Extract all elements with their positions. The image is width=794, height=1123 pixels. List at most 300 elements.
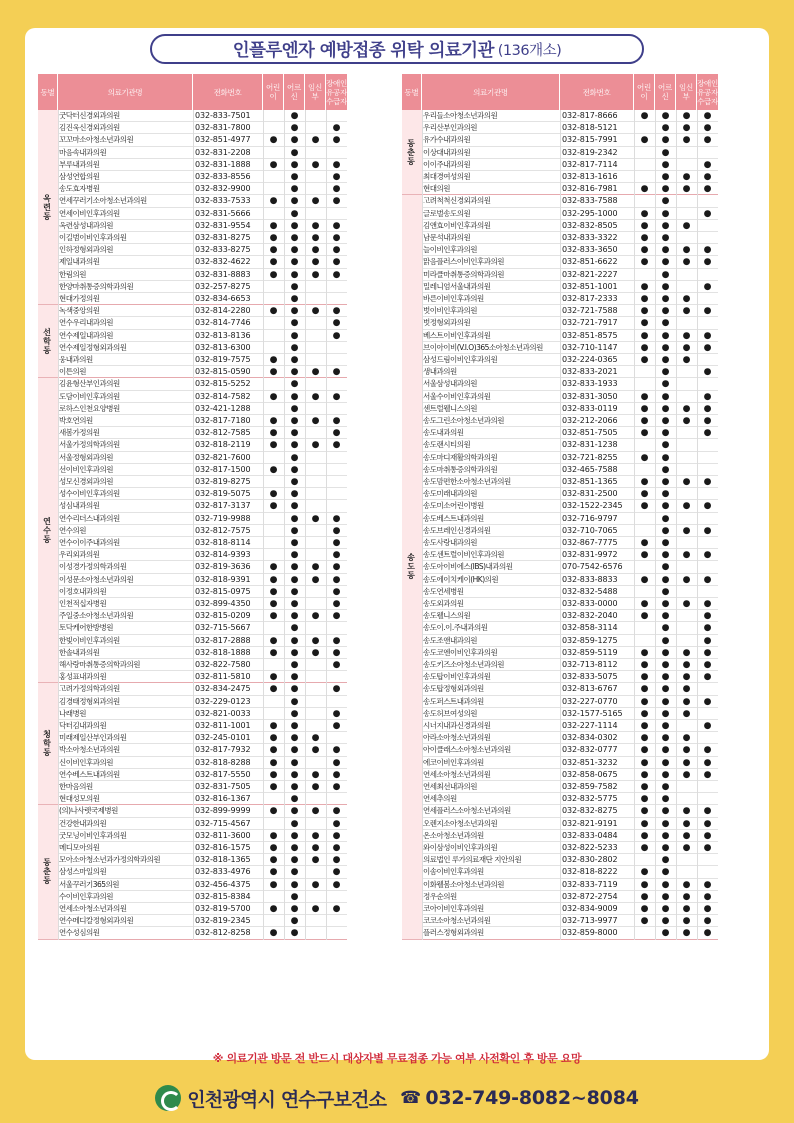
child-mark: ●: [640, 757, 649, 768]
table-row: [422, 635, 718, 647]
child-mark: ●: [640, 599, 649, 609]
facility-phone: 032-851-1001: [562, 281, 618, 291]
child-mark: ●: [640, 806, 649, 817]
adult-mark: ●: [290, 403, 299, 414]
facility-name: 건강한내과의원: [59, 818, 107, 828]
facility-name: 송도외과의원: [423, 599, 464, 608]
pregnant-mark: [676, 720, 697, 732]
child-mark: ●: [640, 708, 649, 719]
adult-mark: ●: [290, 416, 299, 426]
adult-mark: ●: [661, 891, 670, 902]
special-mark: ●: [332, 318, 341, 329]
district-label: 송도동: [406, 553, 416, 581]
facility-name: 늘이비인후과의원: [423, 245, 477, 255]
facility-name: 연수의원: [59, 525, 86, 535]
adult-mark: ●: [661, 623, 670, 634]
facility-name: 인천적십자병원: [59, 599, 107, 608]
pregnant-mark: [305, 757, 326, 769]
facility-name: 꼬꼬마소아청소년과의원: [59, 135, 134, 145]
facility-name: 이정호내과의원: [59, 586, 107, 596]
adult-mark: ●: [661, 757, 670, 768]
facility-phone: 032-818-9391: [195, 574, 251, 584]
pregnant-mark: [676, 208, 697, 220]
adult-mark: ●: [661, 916, 670, 927]
special-mark: ●: [703, 501, 712, 512]
facility-phone: 032-818-8222: [562, 867, 618, 877]
facility-phone: 032-713-8112: [562, 660, 618, 669]
facility-phone: 032-295-1000: [562, 208, 618, 218]
adult-mark: ●: [290, 318, 299, 329]
facility-name: 성심내과의원: [59, 501, 100, 511]
facility-phone: 032-859-8000: [562, 928, 618, 938]
facility-name: 이상대내과의원: [423, 147, 471, 157]
facility-name: 현대성모의원: [59, 794, 100, 804]
child-mark: ●: [269, 782, 278, 792]
header-child: 어린이: [263, 74, 284, 110]
pregnant-mark: [676, 269, 697, 281]
facility-name: 새봄가정의원: [59, 428, 100, 438]
phone-icon: ☎: [400, 1088, 422, 1108]
pregnant-mark: ●: [311, 245, 320, 256]
child-mark: [263, 403, 284, 415]
pregnant-mark: ●: [311, 745, 320, 756]
adult-mark: ●: [290, 928, 299, 939]
facility-phone: 032-710-7065: [562, 525, 618, 535]
child-mark: ●: [640, 294, 649, 304]
district-label: 청학동: [42, 730, 52, 758]
facility-name: 연수우리내과의원: [59, 318, 113, 328]
pregnant-mark: ●: [682, 733, 691, 744]
special-mark: ●: [703, 611, 712, 622]
facility-phone: 032-831-1888: [195, 159, 251, 169]
special-mark: ●: [332, 172, 341, 182]
adult-mark: ●: [290, 684, 299, 695]
special-mark: ●: [332, 257, 341, 268]
pregnant-mark: ●: [682, 830, 691, 841]
child-mark: ●: [640, 538, 649, 548]
adult-mark: ●: [661, 135, 670, 146]
facility-name: (의)나사렛국제병원: [59, 806, 118, 816]
facility-name: 마음속내과의원: [59, 147, 107, 157]
facility-phone: 032-819-2345: [195, 916, 251, 926]
facility-name: 토닥케어한방병원: [59, 623, 113, 633]
adult-mark: ●: [661, 245, 670, 256]
special-mark: ●: [332, 233, 341, 243]
pregnant-mark: ●: [682, 574, 691, 585]
district-label: 옥련동: [42, 193, 52, 221]
child-mark: [263, 171, 284, 183]
special-mark: ●: [703, 111, 712, 121]
facility-name: 우리들소아청소년과의원: [423, 111, 498, 120]
pregnant-mark: [305, 586, 326, 598]
special-mark: [326, 452, 347, 464]
facility-phone: 032-716-9797: [562, 513, 618, 523]
table-row: [422, 818, 718, 830]
child-mark: ●: [269, 464, 278, 475]
child-mark: ●: [269, 769, 278, 780]
adult-mark: ●: [290, 599, 299, 609]
child-mark: [634, 464, 655, 476]
child-mark: ●: [269, 757, 278, 768]
adult-mark: ●: [661, 733, 670, 744]
pregnant-mark: [305, 171, 326, 183]
special-mark: ●: [332, 159, 341, 170]
facility-phone: 032-819-8275: [195, 477, 251, 486]
table-row: [422, 415, 718, 427]
adult-mark: ●: [661, 403, 670, 414]
adult-mark: ●: [290, 294, 299, 304]
special-mark: ●: [703, 757, 712, 768]
table-row: [422, 561, 718, 573]
facility-name: 벗이비인후과의원: [423, 306, 477, 316]
adult-mark: ●: [661, 599, 670, 609]
child-mark: [634, 171, 655, 183]
facility-phone: 032-813-6300: [195, 342, 251, 352]
adult-mark: ●: [661, 477, 670, 487]
child-mark: ●: [269, 367, 278, 378]
pregnant-mark: ●: [311, 830, 320, 841]
child-mark: ●: [640, 611, 649, 622]
adult-mark: ●: [661, 269, 670, 280]
table-row: [422, 500, 718, 512]
pregnant-mark: [305, 464, 326, 476]
child-mark: ●: [640, 318, 649, 329]
table-row: [422, 330, 718, 342]
special-mark: [697, 488, 718, 500]
special-mark: ●: [703, 281, 712, 292]
child-mark: [263, 537, 284, 549]
child-mark: [634, 513, 655, 525]
child-mark: ●: [269, 855, 278, 866]
pregnant-mark: ●: [682, 818, 691, 829]
facility-name: 유가수내과의원: [423, 135, 471, 145]
special-mark: [326, 500, 347, 512]
facility-name: 송도퍼스트내과의원: [423, 696, 484, 706]
pregnant-mark: [305, 293, 326, 305]
facility-name: 브이아이비(V.I.O)365소아청소년과의원: [423, 342, 543, 352]
adult-mark: ●: [661, 721, 670, 731]
adult-mark: ●: [290, 538, 299, 548]
facility-phone: 032-834-0302: [562, 733, 618, 743]
adult-mark: ●: [290, 855, 299, 866]
pregnant-mark: ●: [682, 172, 691, 182]
facility-name: 이튼의원: [59, 367, 86, 377]
child-mark: ●: [640, 721, 649, 731]
pregnant-mark: ●: [311, 391, 320, 402]
facility-phone: 032-833-0484: [562, 830, 618, 840]
facility-phone: 032-872-2754: [562, 891, 618, 901]
adult-mark: ●: [661, 208, 670, 219]
special-mark: ●: [332, 818, 341, 829]
child-mark: [263, 378, 284, 390]
pregnant-mark: [305, 915, 326, 927]
facility-phone: 032-816-1575: [195, 843, 251, 852]
facility-name: 송도맘편한소아청소년과의원: [423, 477, 511, 486]
pregnant-mark: ●: [682, 879, 691, 890]
facility-phone: 032-821-9191: [562, 818, 618, 828]
child-mark: ●: [269, 135, 278, 146]
table-row: [422, 342, 718, 354]
pregnant-mark: ●: [311, 879, 320, 890]
adult-mark: ●: [290, 708, 299, 719]
child-mark: ●: [269, 355, 278, 365]
facility-phone: 032-719-9988: [195, 513, 251, 523]
pregnant-mark: [305, 330, 326, 342]
special-mark: [326, 793, 347, 805]
special-mark: ●: [703, 172, 712, 182]
facility-name: 코아이비인후과의원: [423, 904, 484, 913]
special-mark: [326, 488, 347, 500]
adult-mark: ●: [661, 281, 670, 292]
special-mark: ●: [332, 196, 341, 207]
facility-phone: 032-833-2021: [562, 367, 618, 377]
facility-name: 수이비인후과의원: [59, 891, 113, 901]
district-cell: [402, 110, 422, 195]
facility-name: 플러스정형외과의원: [423, 928, 484, 938]
table-row: [422, 781, 718, 793]
pregnant-mark: ●: [311, 562, 320, 573]
facility-name: 송도미래내과의원: [423, 489, 477, 499]
pregnant-mark: [305, 866, 326, 878]
special-mark: ●: [703, 416, 712, 426]
adult-mark: ●: [290, 477, 299, 487]
table-row: [422, 366, 718, 378]
adult-mark: ●: [661, 159, 670, 170]
pregnant-mark: ●: [682, 294, 691, 304]
adult-mark: ●: [290, 647, 299, 658]
special-mark: [697, 854, 718, 866]
facility-name: 와이삼성이비인후과의원: [423, 843, 498, 852]
table-row: [422, 610, 718, 622]
column-divider: [697, 110, 698, 940]
adult-mark: ●: [290, 355, 299, 365]
pregnant-mark: ●: [682, 928, 691, 939]
pregnant-mark: ●: [311, 257, 320, 268]
special-mark: ●: [703, 477, 712, 487]
child-mark: ●: [640, 281, 649, 292]
facility-phone: 032-811-3600: [195, 830, 251, 840]
district-cell: [38, 378, 58, 683]
table-row: [422, 586, 718, 598]
special-mark: ●: [332, 184, 341, 195]
special-mark: ●: [703, 599, 712, 609]
pregnant-mark: [676, 439, 697, 451]
facility-phone: 032-833-7501: [195, 111, 251, 120]
special-mark: ●: [332, 245, 341, 256]
child-mark: ●: [269, 245, 278, 256]
facility-phone: 032-817-7180: [195, 416, 251, 425]
facility-name: 한솔내과의원: [59, 647, 100, 657]
child-mark: [263, 549, 284, 561]
facility-phone: 032-811-1001: [195, 721, 251, 730]
facility-phone: 032-831-3050: [562, 391, 618, 401]
facility-phone: 032-819-2342: [562, 147, 618, 157]
adult-mark: ●: [290, 111, 299, 121]
child-mark: [263, 793, 284, 805]
facility-name: 송도탑정형외과의원: [423, 684, 484, 694]
facility-name: 굿모닝이비인후과의원: [59, 830, 127, 840]
adult-mark: ●: [661, 830, 670, 841]
adult-mark: ●: [290, 818, 299, 829]
header-special: 장애인 유공자 수급자: [697, 78, 718, 106]
facility-phone: 070-7542-6576: [562, 562, 623, 572]
adult-mark: ●: [661, 391, 670, 402]
table-row: [422, 147, 718, 159]
facility-name: 한양마취통증의학과의원: [59, 281, 134, 291]
child-mark: ●: [269, 196, 278, 207]
pregnant-mark: ●: [682, 477, 691, 487]
right-table: [402, 74, 718, 940]
adult-mark: ●: [661, 928, 670, 939]
special-mark: ●: [703, 574, 712, 585]
child-mark: ●: [640, 355, 649, 365]
pregnant-mark: [305, 671, 326, 683]
facility-phone: 032-715-4567: [195, 818, 251, 828]
child-mark: ●: [269, 416, 278, 426]
special-mark: ●: [703, 769, 712, 780]
pregnant-mark: ●: [682, 111, 691, 121]
table-row: [422, 281, 718, 293]
child-mark: ●: [269, 928, 278, 939]
special-mark: ●: [332, 867, 341, 878]
facility-name: 송도이.이.주내과의원: [423, 623, 488, 633]
pregnant-mark: [305, 659, 326, 671]
pregnant-mark: ●: [682, 708, 691, 719]
adult-mark: ●: [290, 245, 299, 256]
special-mark: ●: [332, 220, 341, 231]
special-mark: [697, 220, 718, 232]
header-child: 어린이: [634, 74, 655, 110]
pregnant-mark: ●: [311, 196, 320, 207]
adult-mark: ●: [661, 708, 670, 719]
table-row: [422, 464, 718, 476]
adult-mark: ●: [661, 782, 670, 792]
child-mark: ●: [640, 391, 649, 402]
facility-name: 녹색중앙의원: [59, 306, 100, 316]
facility-name: 송도사랑내과의원: [423, 538, 477, 547]
special-mark: [697, 378, 718, 390]
child-mark: ●: [269, 904, 278, 914]
pregnant-mark: [305, 549, 326, 561]
facility-phone: 032-818-8288: [195, 757, 251, 767]
special-mark: ●: [332, 550, 341, 561]
adult-mark: ●: [661, 574, 670, 585]
facility-name: 메디모아의원: [59, 843, 100, 852]
adult-mark: ●: [290, 696, 299, 707]
special-mark: [697, 232, 718, 244]
adult-mark: ●: [661, 220, 670, 231]
facility-name: 신이비인후과의원: [59, 757, 113, 767]
special-mark: [326, 927, 347, 939]
facility-name: 우리산부인과의원: [423, 123, 477, 133]
facility-phone: 032-832-4622: [195, 257, 251, 267]
facility-phone: 032-721-7588: [562, 306, 618, 316]
child-mark: ●: [640, 428, 649, 439]
special-mark: ●: [703, 159, 712, 170]
facility-name: 연세최선내과의원: [423, 782, 477, 791]
special-mark: ●: [703, 403, 712, 414]
table-row: [422, 805, 718, 817]
facility-name: 옥련삼성내과의원: [59, 220, 113, 230]
child-mark: ●: [269, 745, 278, 756]
adult-mark: ●: [661, 257, 670, 268]
facility-phone: 032-832-5775: [562, 794, 618, 804]
phone-number[interactable]: 032-749-8082~8084: [425, 1087, 639, 1109]
pregnant-mark: [305, 208, 326, 220]
facility-name: 연수메디칼정형외과의원: [59, 916, 134, 926]
special-mark: ●: [332, 830, 341, 841]
special-mark: ●: [332, 855, 341, 866]
footer-contact: [0, 1078, 794, 1118]
special-mark: ●: [332, 123, 341, 134]
table-row: [422, 476, 718, 488]
child-mark: [634, 366, 655, 378]
facility-name: 연세꾸러기소아청소년과의원: [59, 196, 147, 206]
header-name: 의료기관명: [58, 74, 193, 110]
adult-mark: ●: [290, 782, 299, 792]
adult-mark: ●: [290, 879, 299, 890]
table-row: [422, 671, 718, 683]
facility-phone: 032-817-2888: [195, 635, 251, 645]
child-mark: ●: [640, 220, 649, 231]
special-mark: ●: [332, 879, 341, 890]
special-mark: ●: [703, 891, 712, 902]
special-mark: [326, 464, 347, 476]
child-mark: [263, 317, 284, 329]
pregnant-mark: [305, 403, 326, 415]
facility-name: 굿닥터신경외과의원: [59, 111, 120, 120]
facility-name: 현대의원: [423, 184, 450, 194]
column-divider: [422, 110, 423, 940]
facility-name: 삼성연합의원: [59, 172, 100, 181]
adult-mark: ●: [661, 111, 670, 121]
pregnant-mark: ●: [311, 635, 320, 646]
special-mark: ●: [332, 330, 341, 341]
facility-phone: 032-713-9977: [562, 916, 618, 926]
pregnant-mark: ●: [682, 220, 691, 231]
table-row: [422, 537, 718, 549]
facility-phone: 032-456-4375: [195, 879, 251, 889]
facility-phone: 032-814-7746: [195, 318, 251, 328]
special-mark: ●: [332, 745, 341, 756]
adult-mark: ●: [290, 769, 299, 780]
facility-name: 송도탑이비인후과의원: [423, 672, 491, 682]
special-mark: [697, 683, 718, 695]
child-mark: [263, 525, 284, 537]
child-mark: ●: [269, 867, 278, 878]
adult-mark: ●: [661, 342, 670, 353]
pregnant-mark: [305, 537, 326, 549]
facility-phone: 032-814-9393: [195, 550, 251, 560]
table-row: [422, 854, 718, 866]
facility-phone: 032-465-7588: [562, 464, 618, 474]
child-mark: ●: [640, 830, 649, 841]
facility-name: 생내과의원: [423, 367, 457, 377]
table-row: [422, 757, 718, 769]
facility-phone: 032-819-7575: [195, 355, 251, 364]
table-row: [422, 659, 718, 671]
facility-phone: 032-721-8255: [562, 452, 618, 462]
adult-mark: ●: [661, 355, 670, 365]
pregnant-mark: [305, 354, 326, 366]
facility-phone: 032-859-1275: [562, 635, 618, 645]
child-mark: ●: [269, 269, 278, 280]
column-divider: [676, 110, 677, 940]
special-mark: ●: [703, 879, 712, 890]
adult-mark: ●: [290, 428, 299, 439]
pregnant-mark: [676, 464, 697, 476]
special-mark: [326, 671, 347, 683]
